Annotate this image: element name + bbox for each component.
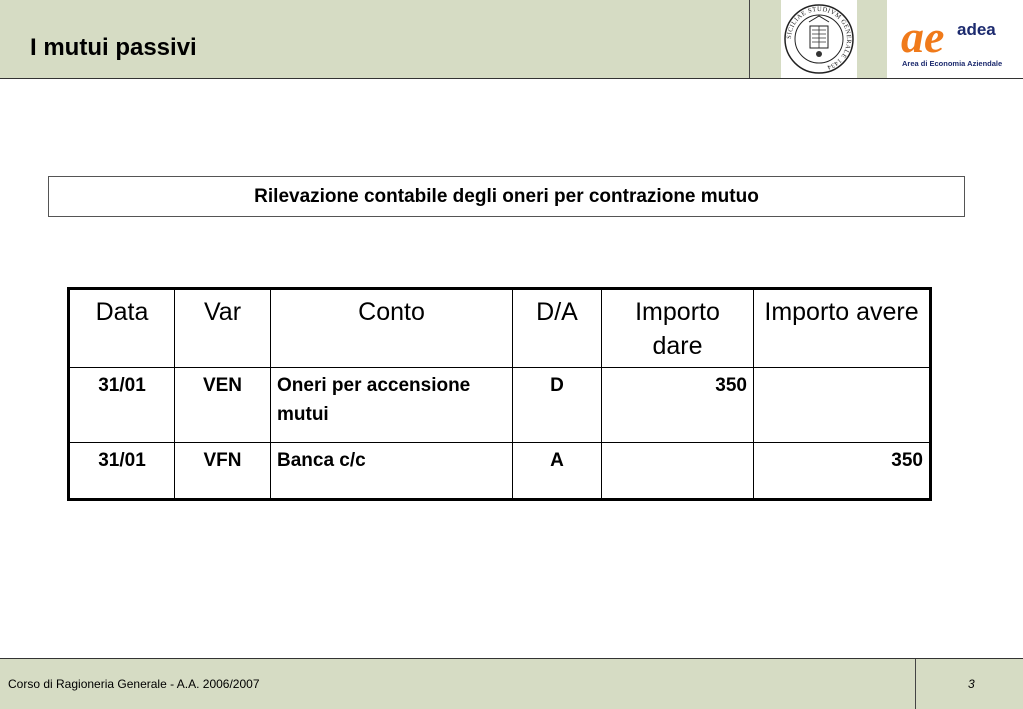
cell-da: A xyxy=(513,443,602,500)
cell-var: VEN xyxy=(175,368,271,443)
adea-logo-box xyxy=(887,0,1023,78)
cell-importo-avere: 350 xyxy=(754,443,931,500)
logo-subtitle: Area di Economia Aziendale xyxy=(902,59,1003,68)
cell-data: 31/01 xyxy=(69,443,175,500)
svg-text:ae: ae xyxy=(901,11,945,58)
adea-logo-icon xyxy=(901,8,1019,58)
page-number-box xyxy=(915,659,1023,709)
cell-conto: Oneri per accensione mutui xyxy=(271,368,513,443)
col-header-importo-avere: Importo avere xyxy=(754,289,931,368)
table-row xyxy=(69,368,931,443)
section-banner: Rilevazione contabile degli oneri per contrazione mutuo xyxy=(48,176,965,217)
col-header-var: Var xyxy=(175,289,271,368)
university-logo-box xyxy=(749,0,888,78)
col-header-da: D/A xyxy=(513,289,602,368)
cell-importo-dare xyxy=(602,443,754,500)
cell-da: D xyxy=(513,368,602,443)
col-header-data: Data xyxy=(69,289,175,368)
table-row xyxy=(69,443,931,500)
slide-title: I mutui passivi xyxy=(30,34,197,61)
cell-conto: Banca c/c xyxy=(271,443,513,500)
cell-importo-avere xyxy=(754,368,931,443)
university-seal-icon xyxy=(783,2,855,76)
col-header-conto: Conto xyxy=(271,289,513,368)
cell-var: VFN xyxy=(175,443,271,500)
svg-text:adea: adea xyxy=(957,20,996,39)
col-header-importo-dare: Importo dare xyxy=(602,289,754,368)
header-bar xyxy=(0,0,1023,79)
svg-text:SICILIAE STUDIVM GENERALE 1434: SICILIAE STUDIVM GENERALE 1434 xyxy=(785,5,853,71)
journal-table xyxy=(67,287,932,501)
course-label: Corso di Ragioneria Generale - A.A. 2006/2007 xyxy=(8,677,260,691)
cell-importo-dare: 350 xyxy=(602,368,754,443)
table-header-row xyxy=(69,289,931,368)
footer-bar xyxy=(0,658,1023,709)
cell-data: 31/01 xyxy=(69,368,175,443)
page-number: 3 xyxy=(968,677,975,691)
